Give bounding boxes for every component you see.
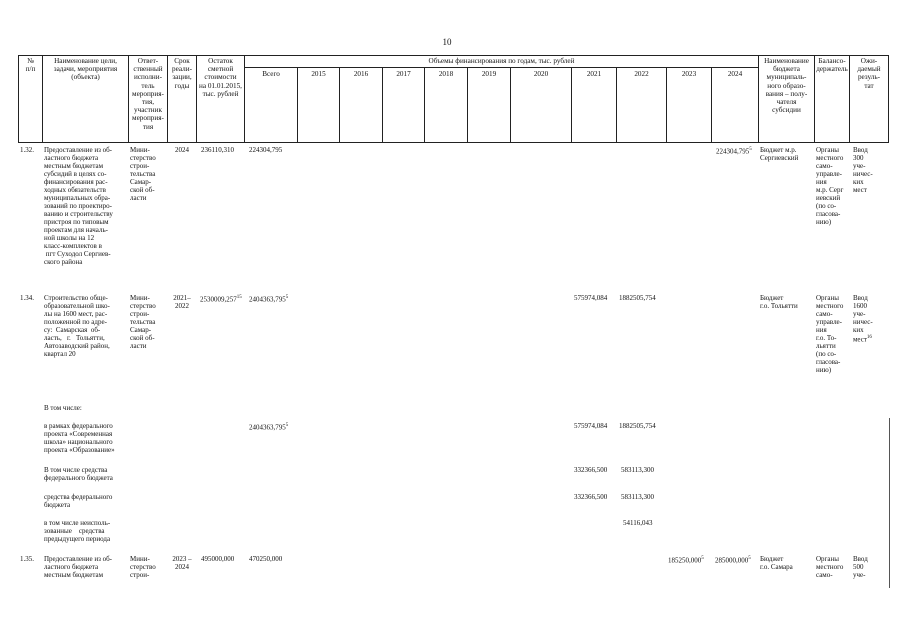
row-balance: 495000,000 xyxy=(201,555,235,563)
header-budget: Наименование бюджета муниципаль- ного образо- вания – полу- чателя субсидии xyxy=(764,57,809,115)
row-result: Ввод 1600 уче- ничес- ких мест$^{16}$ xyxy=(853,294,873,344)
header-year: 2019 xyxy=(481,70,497,78)
col-line xyxy=(571,67,572,143)
footnote-mark: 5 xyxy=(748,556,751,561)
margin-line xyxy=(889,418,890,588)
footnote-mark: 5 xyxy=(701,556,704,561)
header-result: Ожи- даемый резуль- тат xyxy=(857,57,881,90)
volumes-divider xyxy=(244,67,758,68)
row-balance: 236110,310 xyxy=(201,146,234,154)
header-year: 2020 xyxy=(533,70,549,78)
row-name: средства федерального бюджета xyxy=(44,493,113,509)
row-value-2023: 185250,000$^5$ xyxy=(668,556,704,565)
row-holder: Органы местного само- управле- ния г.о. То- льятти (по со- гласова- нию) xyxy=(816,294,844,374)
header-year: 2018 xyxy=(438,70,454,78)
row-total: 2404363,795$^5$ xyxy=(249,295,289,304)
col-line xyxy=(666,67,667,143)
footnote-mark: 15 xyxy=(236,295,242,300)
row-number: 1.34. xyxy=(20,294,34,302)
sub-heading: В том числе: xyxy=(44,404,82,412)
row-holder: Органы местного само- xyxy=(816,555,844,579)
header-year: 2016 xyxy=(353,70,369,78)
footnote-mark: 16 xyxy=(866,335,872,340)
col-line xyxy=(888,55,889,143)
header-term: Срок реали- зации, годы xyxy=(172,57,192,90)
footnote-mark: 5 xyxy=(749,147,752,152)
row-budget: Бюджет м.р. Сергиевский xyxy=(760,146,799,162)
row-term: 2023 – 2024 xyxy=(172,555,192,571)
footnote-mark: 5 xyxy=(285,295,289,300)
row-value-2024: 224304,795$^5$ xyxy=(716,147,752,156)
col-line xyxy=(244,55,245,143)
row-value-2021: 332366,500 xyxy=(574,493,608,501)
row-number: 1.35. xyxy=(20,555,34,563)
row-responsible: Мини- стерство строи- тельства Самар- ской об- ласти xyxy=(130,294,156,350)
row-name: в том числе неисполь- зованные средства предыдущего периода xyxy=(44,519,111,543)
col-line xyxy=(711,67,712,143)
header-year: 2022 xyxy=(634,70,649,78)
header-holder: Балансо- держатель xyxy=(816,57,848,74)
row-name: В том числе средства федерального бюджета xyxy=(44,466,113,482)
row-total: 470250,000 xyxy=(249,555,283,563)
header-name: Наименование цели, задачи, мероприятия (объекта) xyxy=(53,57,118,82)
row-value-2021: 575974,084 xyxy=(574,294,608,302)
footnote-mark: 5 xyxy=(285,423,289,428)
row-responsible: Мини- стерство строи- xyxy=(130,555,156,579)
header-year: 2023 xyxy=(681,70,697,78)
col-line xyxy=(467,67,468,143)
header-year: 2024 xyxy=(727,70,743,78)
row-value-2022: 1882505,754 xyxy=(619,294,656,302)
col-line xyxy=(382,67,383,143)
row-total: 224304,795 xyxy=(249,146,283,154)
row-name: Строительство обще- образовательной шко- лы на 1600 мест, рас- положенной по адре- су: Самарская об- ласть, г. Тольятти, Автозаводский район, квартал 20 xyxy=(44,294,110,358)
header-responsible: Ответ- ственный исполни- тель мероприя- тия, участник мероприя- тия xyxy=(132,57,164,131)
col-line xyxy=(339,67,340,143)
row-holder: Органы местного само- управле- ния м.р. Серг иевский (по со- гласова- нию) xyxy=(816,146,844,226)
row-name: Предоставление из об- ластного бюджета местным бюджетам xyxy=(44,555,112,579)
header-year: 2017 xyxy=(396,70,411,78)
row-term: 2024 xyxy=(175,146,189,154)
header-year: 2021 xyxy=(586,70,602,78)
col-line xyxy=(510,67,511,143)
col-line xyxy=(616,67,617,143)
row-value-2022: 583113,300 xyxy=(621,466,654,474)
header-year: 2015 xyxy=(311,70,326,78)
row-result: Ввод 500 уче- xyxy=(853,555,868,579)
row-number: 1.32. xyxy=(20,146,34,154)
row-budget: Бюджет г.о. Самара xyxy=(760,555,793,571)
row-result: Ввод 300 уче- ничес- ких мест xyxy=(853,146,873,194)
row-value-2024: 285000,000$^5$ xyxy=(715,556,751,565)
row-name: Предоставление из об- ластного бюджета местным бюджетам субсидий в целях со- финансирования рас- ходных обязательств муниципальных обра- зований по проектиро- ванию и строительству пристроя по типовым проектам для началь- ной школы на 12 класс-комплектов в пгт Суходол Сергиев- ского района xyxy=(44,146,113,266)
col-line xyxy=(297,67,298,143)
row-value-2022: 1882505,754 xyxy=(619,422,656,430)
row-responsible: Мини- стерство строи- тельства Самар- ской об- ласти xyxy=(130,146,156,202)
row-value-2022: 54116,043 xyxy=(623,519,653,527)
header-volumes: Объемы финансирования по годам, тыс. рублей xyxy=(428,57,575,65)
row-value-2022: 583113,300 xyxy=(621,493,654,501)
row-balance: 2530009,257$^{15}$ xyxy=(200,295,242,304)
page-number: 10 xyxy=(442,37,452,47)
row-name: в рамках федерального проекта «Современная школа» национального проекта «Образование» xyxy=(44,422,115,454)
col-line xyxy=(424,67,425,143)
header-total: Всего xyxy=(262,70,280,78)
row-total: 2404363,795$^5$ xyxy=(249,423,289,432)
row-term: 2021– 2022 xyxy=(173,294,191,310)
row-budget: Бюджет г.о. Тольятти xyxy=(760,294,798,310)
header-num: № п/п xyxy=(25,57,36,74)
header-balance: Остаток сметной стоимости на 01.01.2015, тыс. рублей xyxy=(199,57,242,98)
row-value-2021: 575974,084 xyxy=(574,422,608,430)
row-value-2021: 332366,500 xyxy=(574,466,608,474)
